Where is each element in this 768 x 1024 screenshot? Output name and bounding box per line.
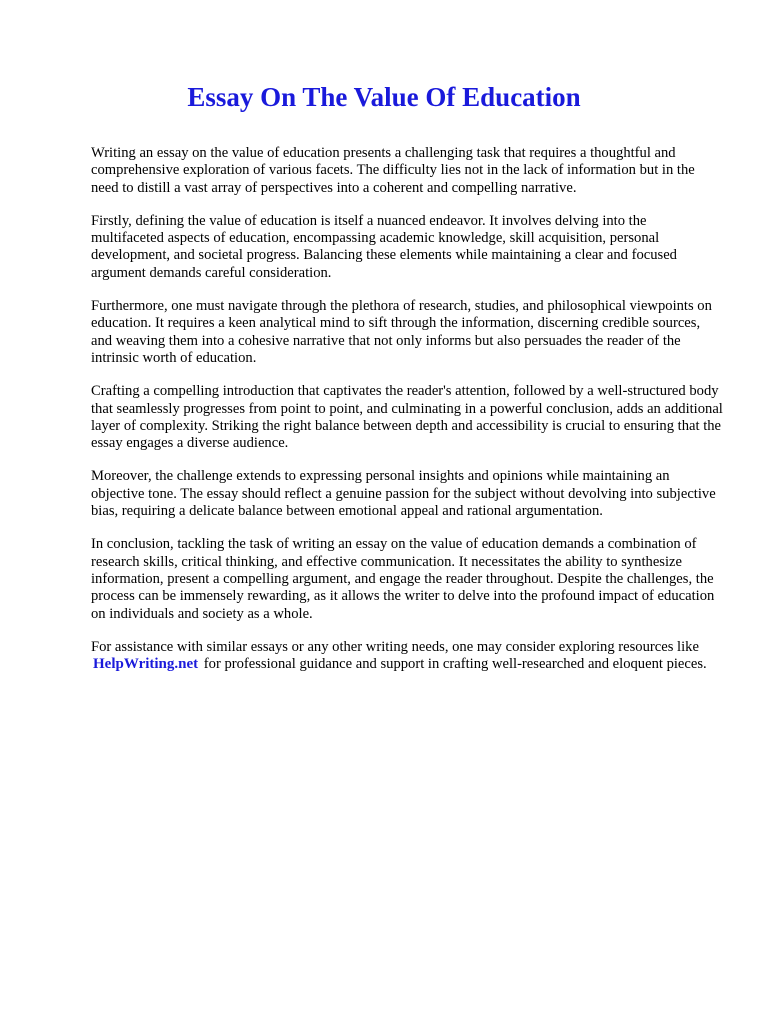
helpwriting-link[interactable]: HelpWriting.net <box>93 656 199 673</box>
document-title: Essay On The Value Of Education <box>187 82 581 112</box>
paragraph-5: Moreover, the challenge extends to expressing personal insights and opinions while maintaining an objective tone. The essay should reflect a genuine passion for the subject without devolving into subjective bias, requiring a delicate balance between emotional appeal and rational argumentation. <box>91 468 716 520</box>
paragraph-3: Furthermore, one must navigate through the plethora of research, studies, and philosophical viewpoints on education. It requires a keen analytical mind to sift through the information, discerning credible sources, and weaving them into a cohesive narrative that not only informs but also persuades the reader of the intrinsic worth of education. <box>91 298 712 366</box>
closing-text-before: For assistance with similar essays or any other writing needs, one may consider exploring resources like <box>91 638 699 655</box>
closing-paragraph <box>91 639 723 674</box>
paragraph-6: In conclusion, tackling the task of writing an essay on the value of education demands a combination of research skills, critical thinking, and effective communication. It necessitates the ability to synthesize information, present a compelling argument, and engage the reader throughout. Despite the challenges, the process can be immensely rewarding, as it allows the writer to delve into the profound impact of education on individuals and society as a whole. <box>91 536 715 622</box>
closing-text-after: for professional guidance and support in crafting well-researched and eloquent pieces. <box>203 656 707 673</box>
document-body <box>91 145 723 689</box>
paragraph-2: Firstly, defining the value of education is itself a nuanced endeavor. It involves delving into the multifaceted aspects of education, encompassing academic knowledge, skill acquisition, personal development, and societal progress. Balancing these elements while maintaining a clear and focused argument demands careful consideration. <box>91 212 677 281</box>
paragraph-1: Writing an essay on the value of education presents a challenging task that requires a thoughtful and comprehensive exploration of various facets. The difficulty lies not in the lack of information but in the need to distill a vast array of perspectives into a coherent and compelling narrative. <box>91 145 695 196</box>
paragraph-4: Crafting a compelling introduction that captivates the reader's attention, followed by a well-structured body that seamlessly progresses from point to point, and culminating in a powerful conclusion, adds an additional layer of complexity. Striking the right balance between depth and accessibility is crucial to ensuring that the essay engages a diverse audience. <box>91 383 723 452</box>
